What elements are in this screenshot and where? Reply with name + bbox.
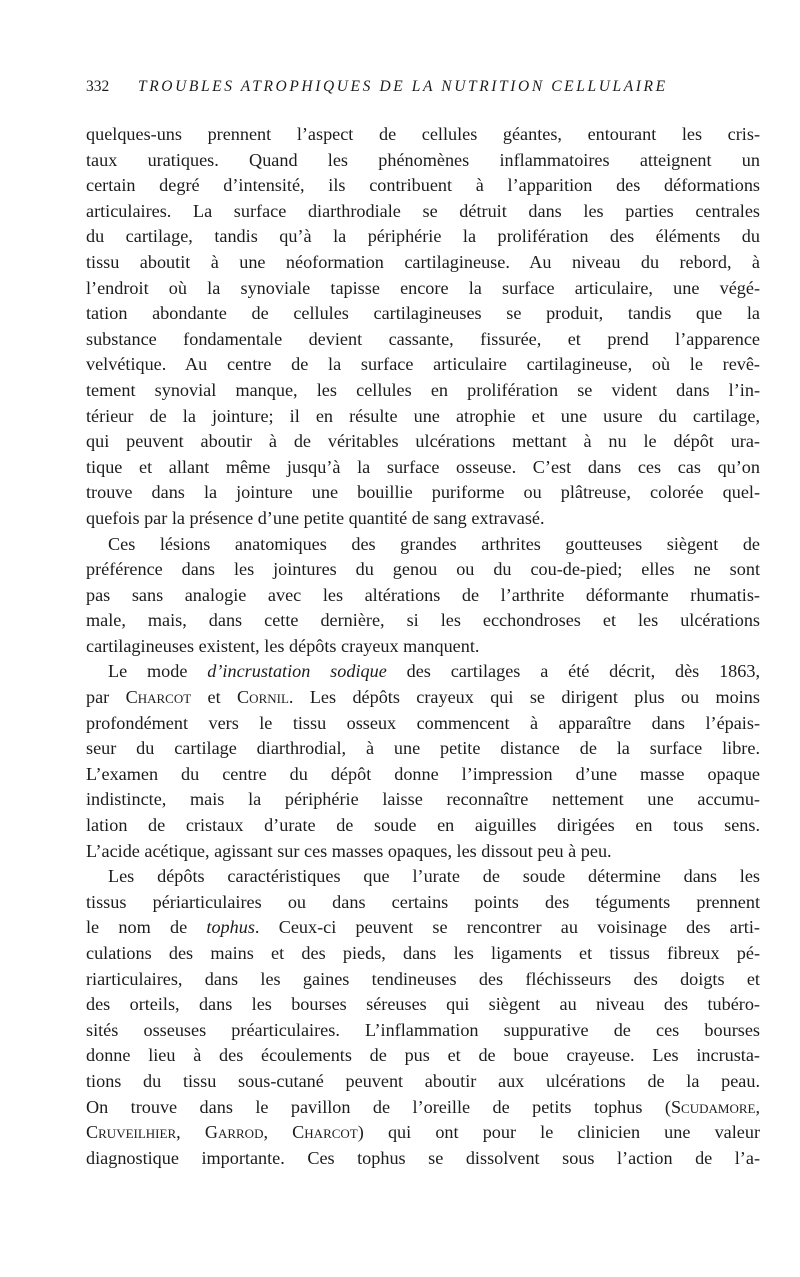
text-line: profondément vers le tissu osseux commencent à apparaître dans l’épais- [86,712,760,733]
text-line: L’examen du centre du dépôt donne l’impression d’une masse opaque [86,763,760,784]
italic-term: d’incrustation sodique [207,661,387,682]
text-line: térieur de la jointure; il en résulte une atrophie et une usure du cartilage, [86,405,760,426]
author-name: Scudamore [670,1096,756,1117]
text-line: lation de cristaux d’urate de soude en aiguilles dirigées en tous sens. [86,815,760,836]
text-line: diagnostique importante. Ces tophus se dissolvent sous l’action de l’a- [86,1147,760,1168]
text-line: Ces lésions anatomiques des grandes arthrites goutteuses siègent de [108,533,760,554]
text-run: des cartilages a été décrit, dès 1863, [386,661,760,682]
text-line: sités osseuses préarticulaires. L’inflammation suppurative de ces bourses [86,1019,760,1040]
text-line: indistincte, mais la périphérie laisse reconnaître nettement une accumu- [86,789,760,810]
text-line [86,685,760,711]
text-line [86,1095,760,1121]
text-line: préférence dans les jointures du genou ou du cou-de-pied; elles ne sont [86,559,760,580]
text-run: et [191,687,238,708]
text-run: . Ceux-ci peuvent se rencontrer au voisinage des arti- [254,917,760,938]
text-line: L’acide acétique, agissant sur ces masses opaques, les dissout peu à peu. [86,840,612,861]
text-line: riarticulaires, dans les gaines tendineuses des fléchisseurs des doigts et [86,968,760,989]
text-line: velvétique. Au centre de la surface articulaire cartilagineuse, où le revê- [86,354,760,375]
page-header [86,78,758,100]
text-line: des orteils, dans les bourses séreuses qui siègent au niveau des tubéro- [86,994,760,1015]
text-line: Les dépôts caractéristiques que l’urate de soude détermine dans les [108,866,760,887]
text-run: Le mode [108,661,208,682]
text-line: trouve dans la jointure une bouillie puriforme ou plâtreuse, colorée quel- [86,482,760,503]
text-line: seur du cartilage diarthrodial, à une petite distance de la surface libre. [86,738,760,759]
text-line: substance fondamentale devient cassante, fissurée, et prend l’apparence [86,328,760,349]
italic-term: tophus [206,917,255,938]
text-line: certain degré d’intensité, ils contribuent à l’apparition des déformations [86,175,760,196]
running-title: TROUBLES ATROPHIQUES DE LA NUTRITION CELLULAIRE [138,78,668,95]
text-line: qui peuvent aboutir à de véritables ulcérations mettant à nu le dépôt ura- [86,431,760,452]
text-line: taux uratiques. Quand les phénomènes inflammatoires atteignent un [86,149,760,170]
author-name: Cruveilhier [86,1122,177,1143]
author-name: Charcot [292,1122,358,1143]
text-line: tions du tissu sous-cutané peuvent aboutir aux ulcérations de la peau. [86,1070,760,1091]
text-line: pas sans analogie avec les altérations de l’arthrite déformante rhumatis- [86,584,760,605]
text-run: , [176,1122,205,1143]
text-run: , [755,1096,760,1117]
page-number: 332 [86,78,110,95]
text-run: . Les dépôts crayeux qui se dirigent plus ou moins [288,687,760,708]
text-line: tement synovial manque, les cellules en prolifération se vident dans l’in- [86,379,760,400]
text-run: , [263,1122,293,1143]
author-name: Charcot [125,687,192,708]
text-line: l’endroit où la synoviale tapisse encore la surface articulaire, une végé- [86,277,760,298]
text-line: quelques-uns prennent l’aspect de cellules géantes, entourant les cris- [86,124,760,144]
text-line: cartilagineuses existent, les dépôts crayeux manquent. [86,635,480,656]
text-line: quefois par la présence d’une petite quantité de sang extravasé. [86,507,545,528]
author-name: Cornil [237,687,289,708]
text-line: male, mais, dans cette dernière, si les ecchondroses et les ulcérations [86,610,760,631]
text-line [86,659,760,685]
text-line: tique et allant même jusqu’à la surface osseuse. C’est dans ces cas qu’on [86,456,760,477]
text-line: donne lieu à des écoulements de pus et de boue crayeuse. Les incrusta- [86,1045,760,1066]
text-line [86,1120,760,1146]
text-run: par [86,687,126,708]
text-line [86,915,760,941]
text-run: le nom de [86,917,207,938]
text-line: articulaires. La surface diarthrodiale se détruit dans les parties centrales [86,200,760,221]
body-text [86,122,760,1171]
text-line: culations des mains et des pieds, dans les ligaments et tissus fibreux pé- [86,943,760,963]
text-line: tissus périarticulaires ou dans certains points des téguments prennent [86,891,760,912]
text-line: du cartilage, tandis qu’à la périphérie la prolifération des éléments du [86,226,760,247]
text-line: tation abondante de cellules cartilagineuses se produit, tandis que la [86,303,760,324]
author-name: Garrod [204,1122,264,1143]
text-run: ) qui ont pour le clinicien une valeur [357,1122,760,1143]
text-run: On trouve dans le pavillon de l’oreille de petits tophus ( [86,1096,671,1117]
text-line: tissu aboutit à une néoformation cartilagineuse. Au niveau du rebord, à [86,251,760,272]
